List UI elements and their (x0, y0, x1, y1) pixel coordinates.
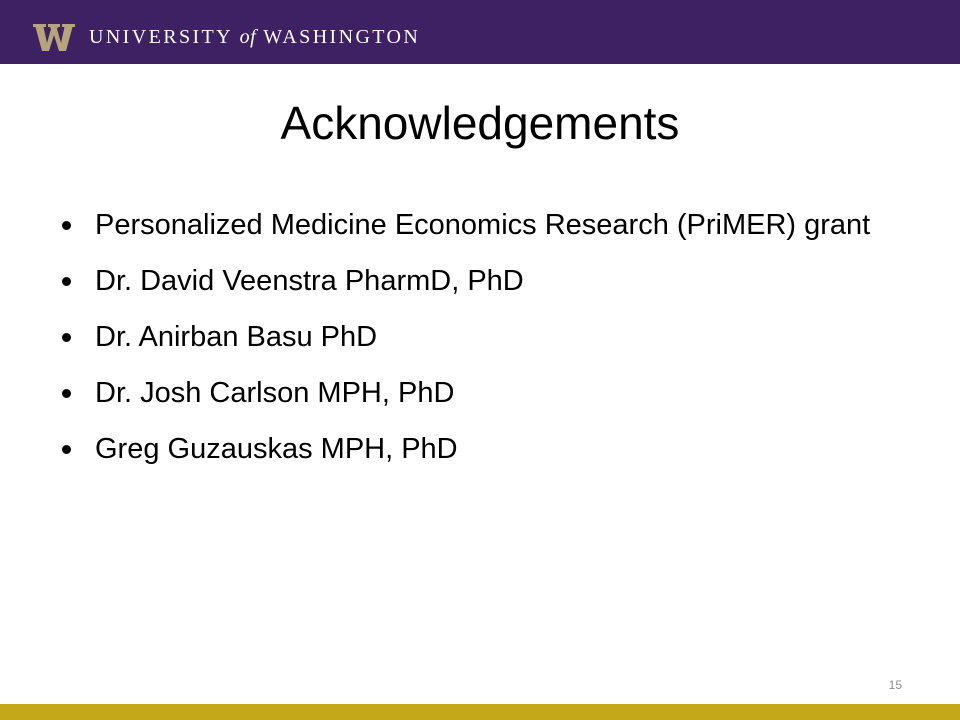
uw-w-logo-icon (33, 24, 75, 51)
bullet-icon (62, 389, 71, 398)
list-item (60, 316, 880, 358)
bullet-icon (62, 277, 71, 286)
list-item-text: Dr. Josh Carlson MPH, PhD (95, 377, 455, 409)
page-number: 15 (888, 678, 902, 692)
wordmark-washington: WASHINGTON (263, 26, 421, 48)
bullet-icon (62, 445, 71, 454)
list-item (60, 260, 880, 302)
list-item-text: Dr. David Veenstra PharmD, PhD (95, 265, 524, 297)
list-item-text: Greg Guzauskas MPH, PhD (95, 433, 458, 465)
list-item (60, 372, 880, 414)
list-item (60, 204, 880, 246)
header-bar (0, 0, 960, 64)
footer-bar (0, 704, 960, 720)
wordmark-university: UNIVERSITY (89, 26, 233, 48)
bullet-icon (62, 221, 71, 230)
list-item-text: Personalized Medicine Economics Research (PriMER) grant (95, 209, 871, 241)
list-item (60, 428, 880, 470)
bullet-icon (62, 333, 71, 342)
wordmark-of: of (239, 26, 257, 48)
acknowledgements-list (60, 204, 880, 484)
university-wordmark (89, 27, 420, 47)
slide-title: Acknowledgements (280, 97, 680, 149)
list-item-text: Dr. Anirban Basu PhD (95, 321, 378, 353)
university-logo[interactable] (33, 19, 420, 55)
